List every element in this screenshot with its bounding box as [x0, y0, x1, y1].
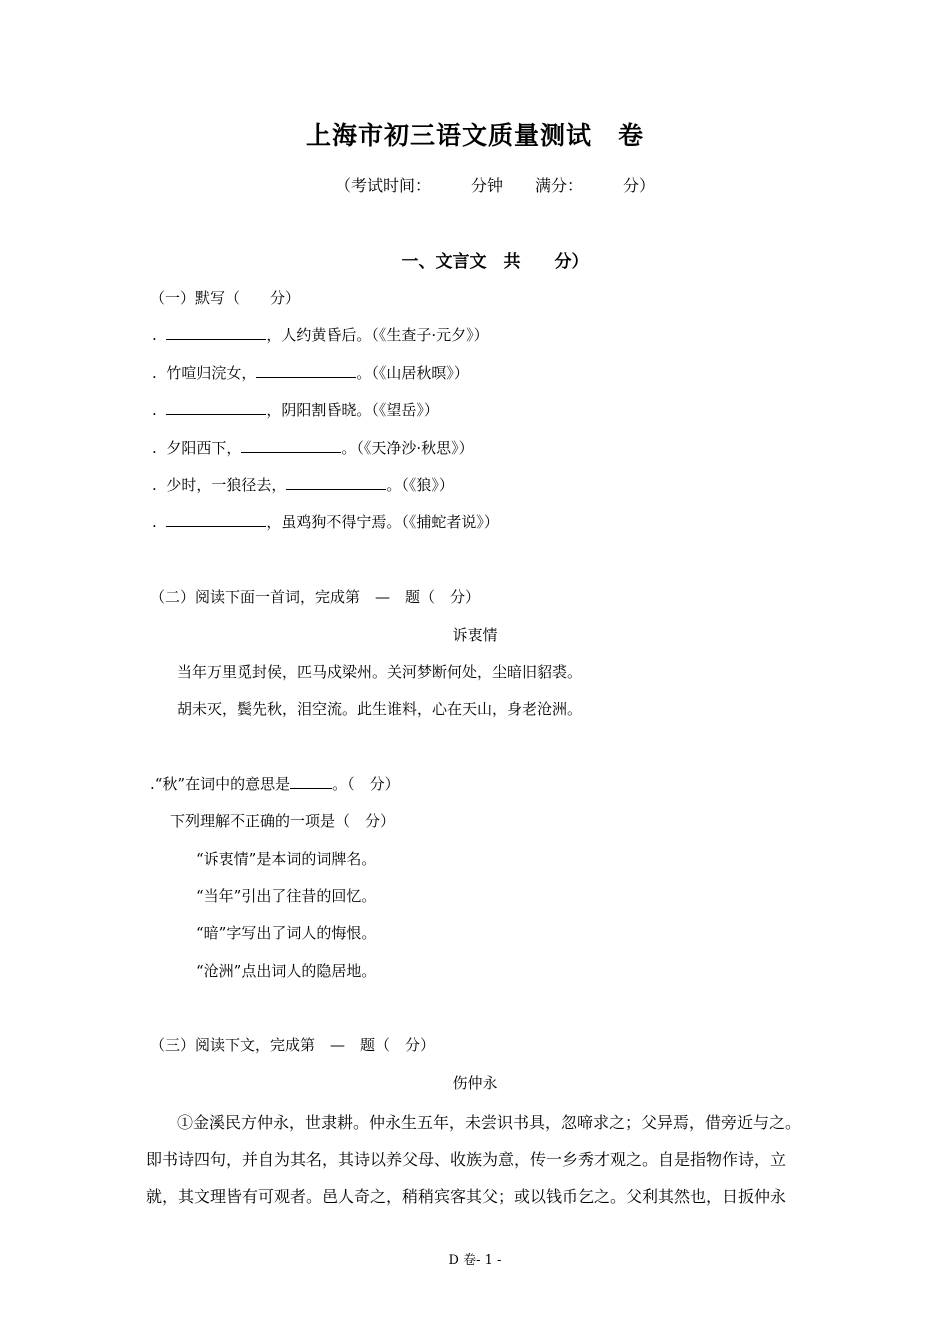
- part1-heading: （一）默写（ 分）: [150, 289, 301, 307]
- answer-blank[interactable]: [290, 773, 332, 789]
- article-line: ①金溪民方仲永，世隶耕。仲永生五年，未尝识书具，忽啼求之；父异焉，借旁近与之。: [177, 1113, 802, 1132]
- article-line: 就，其文理皆有可观者。邑人奇之，稍稍宾客其父；或以钱币乞之。父利其然也，日扳仲永: [146, 1187, 787, 1206]
- exam-info: （考试时间： 分钟 满分： 分）: [334, 176, 655, 195]
- answer-blank[interactable]: [166, 324, 266, 340]
- choice-option[interactable]: “当年”引出了往昔的回忆。: [196, 887, 377, 905]
- part3-heading: （三）阅读下文，完成第 — 题（ 分）: [150, 1036, 436, 1054]
- article-title: 伤仲永: [452, 1074, 498, 1092]
- dictation-item: . ，阴阳割昏晓。（《望岳》）: [152, 401, 439, 419]
- dictation-item: . 竹喧归浣女， 。（《山居秋暝》）: [152, 364, 469, 382]
- part2-heading: （二）阅读下面一首词，完成第 — 题（ 分）: [150, 588, 481, 606]
- question-1: .“秋”在词中的意思是 。（ 分）: [150, 775, 400, 793]
- answer-blank[interactable]: [256, 362, 356, 378]
- answer-blank[interactable]: [166, 399, 266, 415]
- dictation-item: . 夕阳西下， 。（《天净沙·秋思》）: [152, 439, 474, 457]
- choice-option[interactable]: “暗”字写出了词人的悔恨。: [196, 924, 377, 942]
- dictation-item: . 少时，一狼径去， 。（《狼》）: [152, 476, 454, 494]
- poem-title: 诉衷情: [452, 626, 498, 644]
- poem-line: 当年万里觅封侯，匹马戍梁州。关河梦断何处，尘暗旧貂裘。: [177, 663, 583, 681]
- dictation-item: . ，虽鸡狗不得宁焉。（《捕蛇者说》）: [152, 513, 499, 531]
- question-2: 下列理解不正确的一项是（ 分）: [170, 812, 396, 830]
- choice-option[interactable]: “沧洲”点出词人的隐居地。: [196, 962, 377, 980]
- choice-option[interactable]: “诉衷情”是本词的词牌名。: [196, 850, 377, 868]
- answer-blank[interactable]: [241, 437, 341, 453]
- page-title: 上海市初三语文质量测试 卷: [305, 121, 644, 150]
- article-line: 即书诗四句，并自为其名，其诗以养父母、收族为意，传一乡秀才观之。自是指物作诗，立: [146, 1150, 787, 1169]
- poem-line: 胡未灭，鬓先秋，泪空流。此生谁料，心在天山，身老沧洲。: [177, 700, 583, 718]
- section-heading: 一、文言文 共 分）: [401, 252, 589, 272]
- dictation-item: . ，人约黄昏后。（《生查子·元夕》）: [152, 326, 489, 344]
- page-footer: D 卷- 1 -: [448, 1253, 502, 1268]
- answer-blank[interactable]: [286, 474, 386, 490]
- answer-blank[interactable]: [166, 511, 266, 527]
